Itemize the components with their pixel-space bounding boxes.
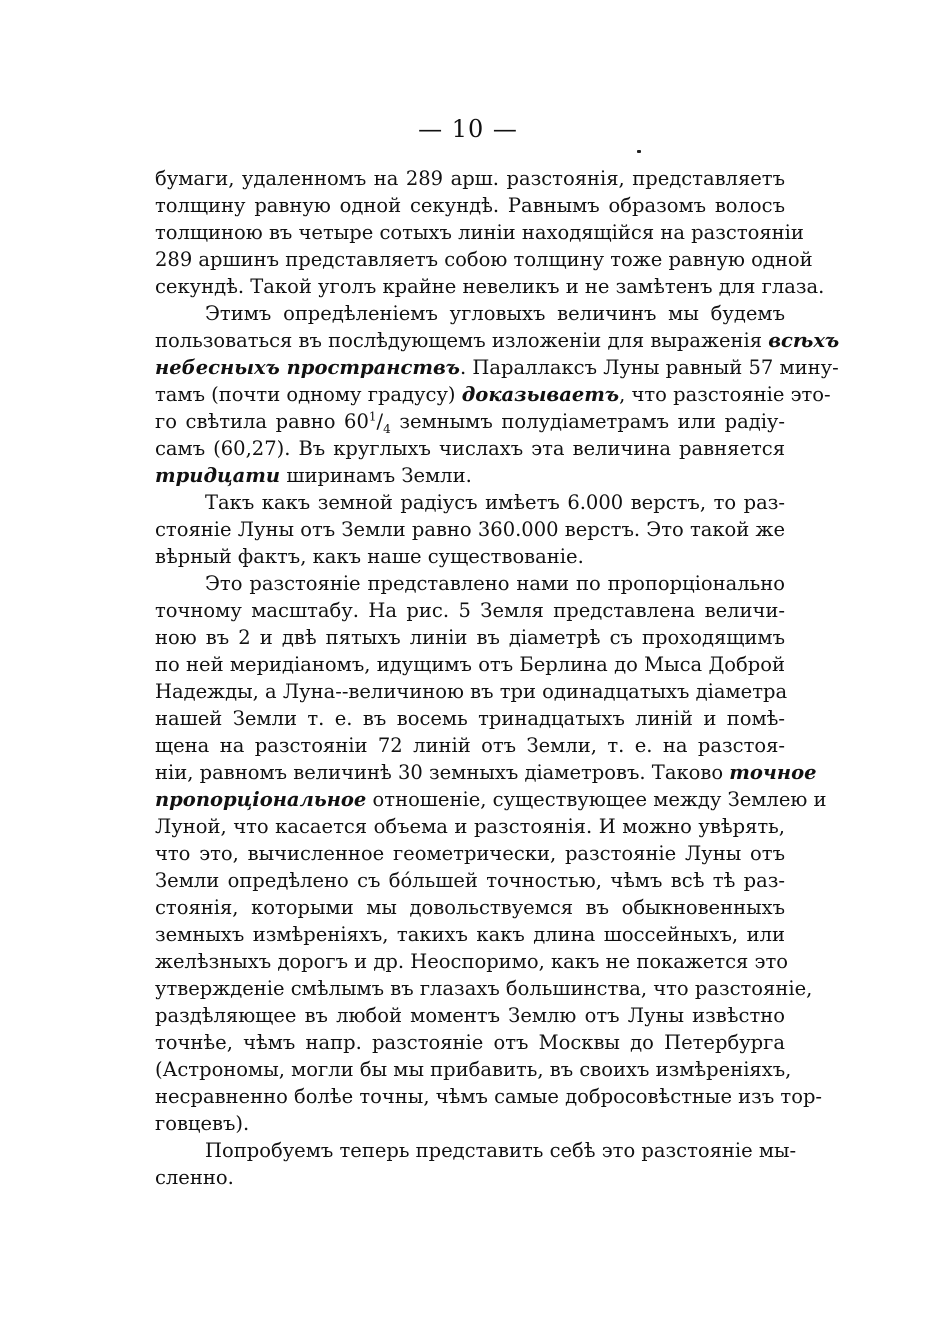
text-line	[155, 381, 831, 408]
emphasized-text: пропорціональное	[155, 788, 367, 811]
text-run: секундѣ. Такой уголъ крайне невеликъ и не замѣтенъ для глаза.	[155, 275, 825, 298]
page-number: — 10 —	[418, 115, 518, 143]
text-line-content	[155, 1083, 823, 1110]
emphasized-text: небесныхъ пространствъ	[155, 356, 460, 379]
text-line-content	[155, 1002, 785, 1029]
text-line-content	[155, 354, 839, 381]
text-line-content	[155, 705, 785, 732]
text-line-content	[155, 516, 785, 543]
text-line-content	[155, 624, 785, 651]
text-line	[155, 300, 785, 327]
text-line	[155, 1164, 785, 1191]
text-run: ною въ 2 и двѣ пятыхъ линіи въ діаметрѣ съ проходящимъ	[155, 626, 785, 649]
text-line-content	[155, 327, 840, 354]
text-line-content	[155, 678, 788, 705]
text-line	[155, 597, 785, 624]
text-line	[155, 462, 785, 489]
text-run: толщиною въ четыре сотыхъ линіи находящійся на разстояніи	[155, 221, 804, 244]
text-run: ніи, равномъ величинѣ 30 земныхъ діаметровъ. Таково	[155, 761, 730, 784]
text-line	[155, 1110, 785, 1137]
emphasized-text: доказываетъ	[461, 383, 620, 406]
text-run: (Астрономы, могли бы мы прибавить, въ своихъ измѣреніяхъ,	[155, 1058, 792, 1081]
text-run: стоянія, которыми мы довольствуемся въ обыкновенныхъ	[155, 896, 785, 919]
text-run: что это, вычисленное геометрически, разстояніе Луны отъ	[155, 842, 785, 865]
text-run: щена на разстояніи 72 линій отъ Земли, т. е. на разстоя-	[155, 734, 785, 757]
text-line-content	[155, 165, 785, 192]
text-run: 289 аршинъ представляетъ собою толщину тоже равную одной	[155, 248, 813, 271]
text-line-content	[155, 921, 785, 948]
text-run: по ней меридіаномъ, идущимъ отъ Берлина до Мыса Доброй	[155, 653, 785, 676]
text-line-content	[155, 300, 785, 327]
text-run: земныхъ измѣреніяхъ, такихъ какъ длина шоссейныхъ, или	[155, 923, 785, 946]
text-line-content	[155, 813, 785, 840]
text-run: Этимъ опредѣленіемъ угловыхъ величинъ мы будемъ	[205, 302, 785, 325]
text-line	[155, 354, 839, 381]
text-line	[155, 786, 827, 813]
text-line-content	[155, 219, 804, 246]
text-line	[155, 1002, 785, 1029]
text-line	[155, 219, 804, 246]
fraction-slash: /	[376, 410, 384, 433]
text-line-content	[155, 759, 817, 786]
text-run: самъ (60,27). Въ круглыхъ числахъ эта величина равняется	[155, 437, 785, 460]
text-line	[155, 948, 789, 975]
text-line	[155, 1083, 823, 1110]
text-line	[155, 192, 785, 219]
text-run: . Параллаксъ Луны равный 57 мину-	[459, 356, 839, 379]
text-run: Попробуемъ теперь представить себѣ это разстояніе мы-	[205, 1139, 797, 1162]
text-line	[155, 975, 813, 1002]
text-line	[155, 1137, 797, 1164]
text-line-content	[155, 408, 785, 435]
text-line	[155, 651, 785, 678]
text-line-content	[155, 1029, 785, 1056]
text-line-content	[155, 1164, 785, 1191]
text-line	[155, 408, 785, 435]
text-line-content	[155, 192, 785, 219]
text-line-content	[155, 570, 785, 597]
text-line-content	[155, 975, 813, 1002]
text-run: земнымъ полудіаметрамъ или радіу-	[390, 410, 785, 433]
text-line	[155, 165, 785, 192]
text-line-content	[155, 1056, 792, 1083]
text-run: говцевъ).	[155, 1112, 250, 1135]
text-run: вѣрный фактъ, какъ наше существованіе.	[155, 545, 584, 568]
text-line	[155, 570, 785, 597]
text-line	[155, 867, 785, 894]
text-run: тамъ (почти одному градусу)	[155, 383, 462, 406]
text-line-content	[155, 732, 785, 759]
text-run: стояніе Луны отъ Земли равно 360.000 верстъ. Это такой же	[155, 518, 785, 541]
text-line-content	[155, 840, 785, 867]
text-run: , что разстояніе это-	[619, 383, 831, 406]
text-line-content	[155, 435, 785, 462]
text-run: бумаги, удаленномъ на 289 арш. разстоянія, представляетъ	[155, 167, 785, 190]
text-line-content	[155, 786, 827, 813]
fraction-denominator: 4	[383, 421, 391, 436]
text-line	[155, 1029, 785, 1056]
text-run: Такъ какъ земной радіусъ имѣетъ 6.000 верстъ, то раз-	[205, 491, 785, 514]
text-line	[155, 759, 817, 786]
emphasized-text: всѣхъ	[768, 329, 840, 352]
text-line	[155, 273, 825, 300]
text-line	[155, 813, 785, 840]
text-line	[155, 516, 785, 543]
text-run: толщину равную одной секундѣ. Равнымъ образомъ волосъ	[155, 194, 785, 217]
text-line	[155, 489, 785, 516]
emphasized-text: тридцати	[155, 464, 281, 487]
text-line-content	[155, 1110, 785, 1137]
text-line	[155, 543, 785, 570]
text-run: отношеніе, существующее между Землею и	[366, 788, 827, 811]
text-run: утвержденіе смѣлымъ въ глазахъ большинства, что разстояніе,	[155, 977, 813, 1000]
text-line-content	[155, 273, 825, 300]
text-line	[155, 327, 840, 354]
text-run: пользоваться въ послѣдующемъ изложеніи для выраженія	[155, 329, 769, 352]
text-run: точному масштабу. На рис. 5 Земля представлена величи-	[155, 599, 785, 622]
text-line	[155, 705, 785, 732]
text-run: сленно.	[155, 1166, 234, 1189]
ink-speck	[637, 150, 641, 153]
text-line	[155, 1056, 792, 1083]
text-line	[155, 840, 785, 867]
emphasized-text: точное	[729, 761, 817, 784]
text-run: Надежды, а Луна--величиною въ три одинадцатыхъ діаметра	[155, 680, 788, 703]
text-line-content	[155, 867, 785, 894]
text-line-content	[155, 246, 813, 273]
text-line	[155, 921, 785, 948]
text-run: го свѣтила равно 60	[155, 410, 369, 433]
text-line	[155, 678, 788, 705]
text-run: несравненно болѣе точны, чѣмъ самые добросовѣстные изъ тор-	[155, 1085, 823, 1108]
text-run: Земли опредѣлено съ бо́льшей точностью, чѣмъ всѣ тѣ раз-	[155, 869, 785, 892]
text-line-content	[155, 651, 785, 678]
text-line	[155, 246, 813, 273]
text-line-content	[155, 894, 785, 921]
text-run: точнѣе, чѣмъ напр. разстояніе отъ Москвы до Петербурга	[155, 1031, 785, 1054]
text-line-content	[155, 1137, 797, 1164]
fraction-numerator: 1	[368, 409, 377, 424]
text-line-content	[155, 489, 785, 516]
text-line-content	[155, 381, 831, 408]
text-line-content	[155, 462, 785, 489]
text-run: раздѣляющее въ любой моментъ Землю отъ Луны извѣстно	[155, 1004, 785, 1027]
text-run: ширинамъ Земли.	[280, 464, 472, 487]
text-line-content	[155, 948, 789, 975]
text-run: нашей Земли т. е. въ восемь тринадцатыхъ линій и помѣ-	[155, 707, 785, 730]
text-line	[155, 624, 785, 651]
text-line	[155, 435, 785, 462]
text-line	[155, 732, 785, 759]
text-line-content	[155, 597, 785, 624]
text-run: Это разстояніе представлено нами по пропорціонально	[205, 572, 785, 595]
text-run: Луной, что касается объема и разстоянія. И можно увѣрять,	[155, 815, 785, 838]
text-run: желѣзныхъ дорогъ и др. Неоспоримо, какъ не покажется это	[155, 950, 789, 973]
text-line	[155, 894, 785, 921]
text-line-content	[155, 543, 785, 570]
